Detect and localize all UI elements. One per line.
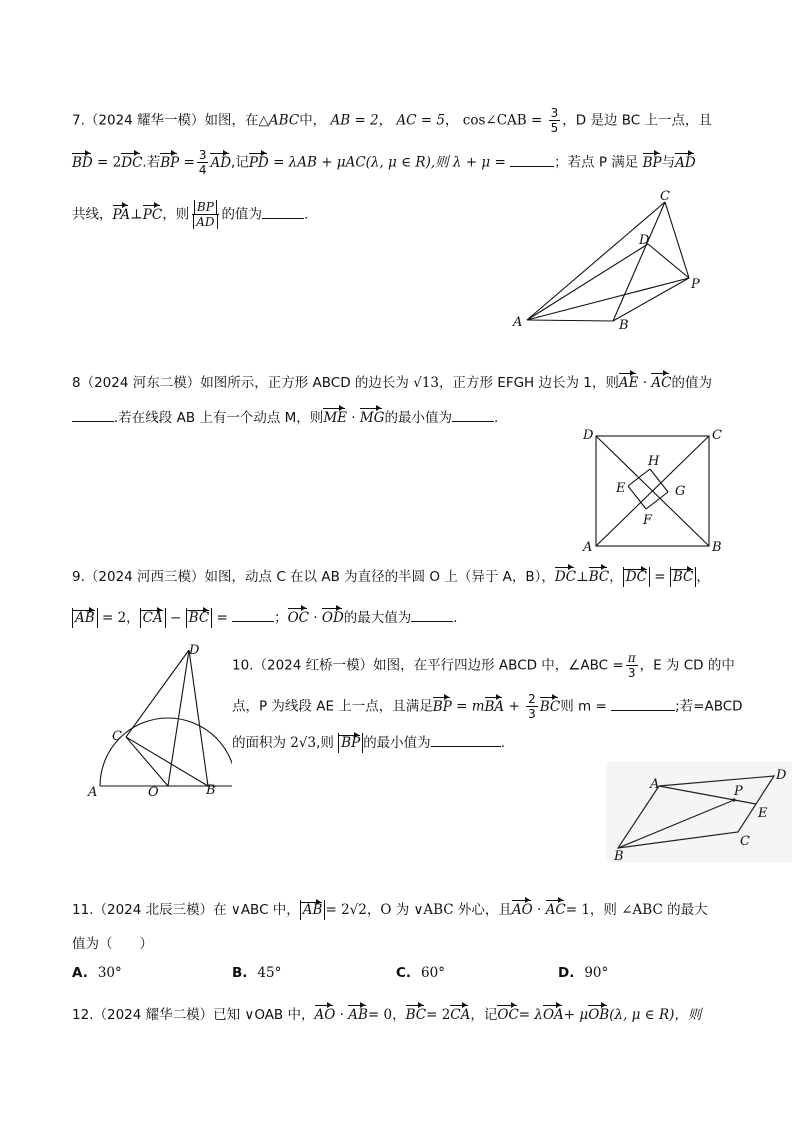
svg-text:B: B xyxy=(619,318,629,333)
svg-text:A: A xyxy=(88,785,98,800)
svg-text:O: O xyxy=(148,785,159,800)
q11-number: 11. xyxy=(72,902,94,918)
svg-text:B: B xyxy=(614,849,624,862)
svg-text:D: D xyxy=(776,768,787,783)
svg-text:C: C xyxy=(660,189,670,204)
q8-number: 8 xyxy=(72,375,81,391)
q9-line2: AB = 2， CA − BC = ；OC · OD的最大值为 . xyxy=(72,606,458,628)
q7-line2: BD = 2DC.若BP = $\frac{3}{4}$ AD,记PD = λAB + μAC(λ, μ ∈ R),则 λ + μ = ；若点 P 满足 BP与AD xyxy=(72,148,696,177)
q11-option-b[interactable]: B. 45° xyxy=(232,965,282,981)
svg-text:A: A xyxy=(583,540,593,555)
svg-text:H: H xyxy=(648,454,660,469)
q10-number: 10. xyxy=(232,657,254,674)
svg-text:A: A xyxy=(513,315,523,330)
q7-cos-fraction: $\frac{3}{5}$ xyxy=(550,106,559,135)
q7-number: 7. xyxy=(72,112,85,129)
q9-line1: 9.（2024 河西三模）如图，动点 C 在以 AB 为直径的半圆 O 上（异于 A，B），DC⊥BC， DC = BC ， xyxy=(72,565,710,587)
q7-ratio: $\frac{BP}{AD}$ xyxy=(191,200,219,229)
q11-option-c[interactable]: C. 60° xyxy=(396,965,445,981)
q10-blank-2[interactable] xyxy=(431,734,501,747)
q7-triangle: △ABC xyxy=(258,112,300,129)
svg-text:D: D xyxy=(583,428,594,443)
q12-number: 12. xyxy=(72,1007,94,1023)
svg-text:P: P xyxy=(691,277,700,292)
q8-line1: 8（2024 河东二模）如图所示，正方形 ABCD 的边长为 √13，正方形 EFGH 边长为 1，则AE · AC的值为 xyxy=(72,371,712,393)
q8-blank-1[interactable] xyxy=(72,409,114,422)
q11-line1: 11.（2024 北辰三模）在 ∨ABC 中， AB = 2√2，O 为 ∨ABC 外心，且AO · AC= 1，则 ∠ABC 的最大 xyxy=(72,898,708,920)
svg-text:C: C xyxy=(740,834,750,849)
q7-source: （2024 耀华一模） xyxy=(84,112,205,129)
q11-option-a[interactable]: A. 30° xyxy=(72,965,122,981)
q11-line2: 值为（ ） xyxy=(72,936,153,952)
q8-line2: .若在线段 AB 上有一个动点 M，则ME · MG的最小值为 . xyxy=(72,406,498,428)
q10-line2: 点，P 为线段 AE 上一点，且满足BP = mBA + $\frac{2}{3}$ BC则 m = ;若=ABCD xyxy=(232,692,743,721)
svg-text:E: E xyxy=(616,481,626,496)
svg-text:C: C xyxy=(112,729,122,744)
svg-text:D: D xyxy=(189,643,200,658)
svg-text:B: B xyxy=(712,540,722,555)
q10-line3: 的面积为 2√3,则 BP 的最小值为 . xyxy=(232,735,505,751)
q10-figure xyxy=(606,762,792,862)
q12-line1: 12.（2024 耀华二模）已知 ∨OAB 中，AO · AB= 0，BC= 2CA，记OC= λOA+ μOB(λ, μ ∈ R)，则 xyxy=(72,1003,701,1025)
svg-text:C: C xyxy=(712,428,722,443)
svg-text:A: A xyxy=(650,777,660,792)
q9-blank-2[interactable] xyxy=(411,609,453,622)
svg-text:B: B xyxy=(206,783,216,798)
q10-line1: 10.（2024 红桥一模）如图，在平行四边形 ABCD 中，∠ABC = $\frac{\pi}{3}$ ，E 为 CD 的中 xyxy=(232,651,735,680)
q9-number: 9. xyxy=(72,569,85,585)
q7-blank-2[interactable] xyxy=(262,206,304,219)
q8-figure xyxy=(578,424,728,559)
q7-line3: 共线，PA⊥PC，则 $\frac{BP}{AD}$ 的值为 . xyxy=(72,200,309,229)
q7-line1: 7.（2024 耀华一模）如图，在△ABC中， AB = 2， AC = 5， cos∠CAB = $\frac{3}{5}$ ，D 是边 BC 上一点，且 xyxy=(72,106,712,135)
q11-option-d[interactable]: D. 90° xyxy=(558,965,609,981)
q7-blank-1[interactable] xyxy=(510,154,554,167)
q9-figure xyxy=(82,640,232,800)
svg-text:G: G xyxy=(675,484,686,499)
svg-text:F: F xyxy=(643,513,653,528)
svg-text:P: P xyxy=(734,784,743,799)
q7-figure xyxy=(505,188,720,338)
svg-text:D: D xyxy=(639,233,650,248)
q8-blank-2[interactable] xyxy=(452,409,494,422)
svg-text:E: E xyxy=(758,806,768,821)
q9-blank-1[interactable] xyxy=(232,609,274,622)
q10-blank-1[interactable] xyxy=(611,698,675,711)
